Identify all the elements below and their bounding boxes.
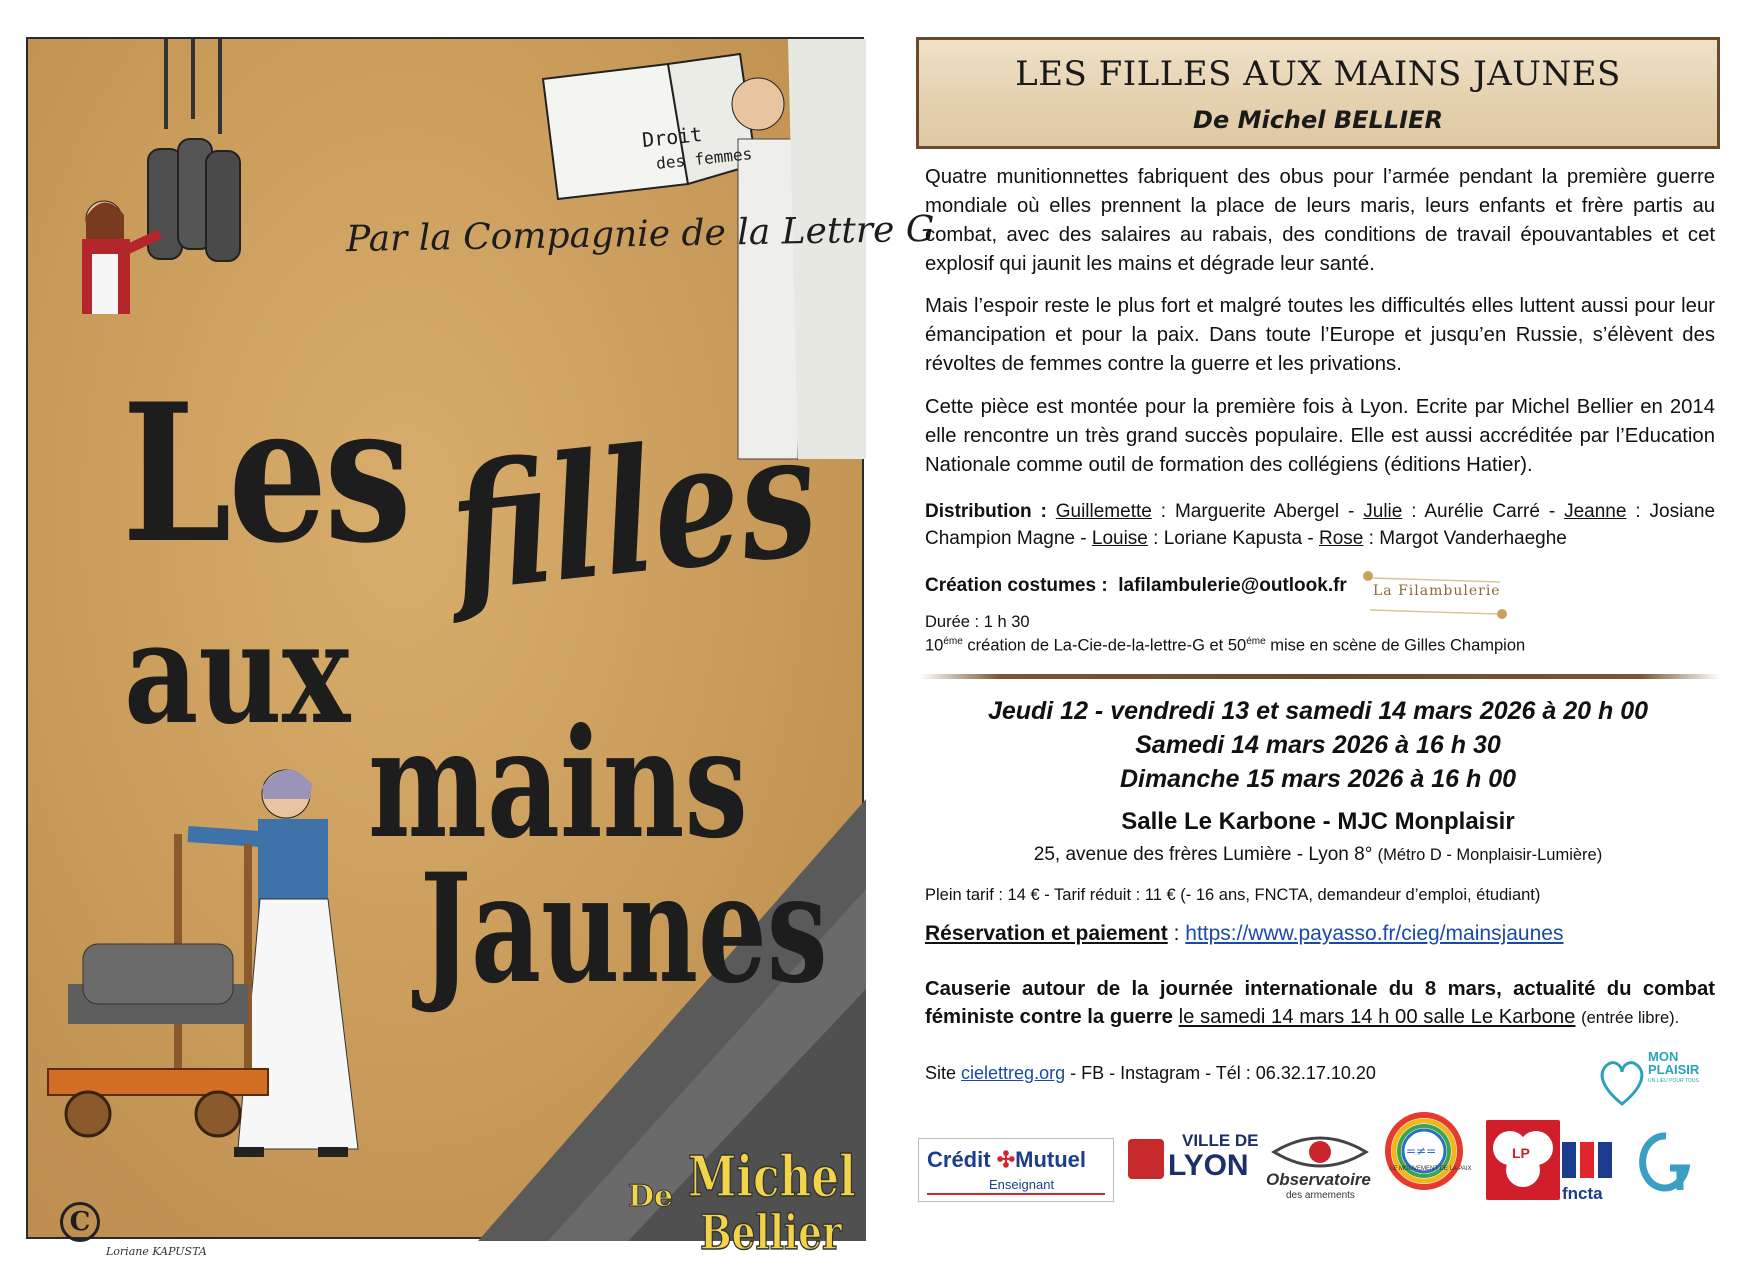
poster-title-word-4: mains	[368, 696, 748, 872]
title-banner	[916, 37, 1720, 149]
credit-mutuel-logo	[918, 1138, 1114, 1202]
lp-logo-text: LP	[1512, 1145, 1530, 1161]
costumes-email: lafilambulerie@outlook.fr	[1118, 575, 1347, 596]
cg-mark-icon	[1636, 1128, 1696, 1198]
venue-name: Salle Le Karbone - MJC Monplaisir	[1121, 808, 1515, 835]
role-name: Jeanne	[1564, 501, 1627, 522]
role-name: Guillemette	[1055, 501, 1152, 522]
performance-date-3: Dimanche 15 mars 2026 à 16 h 00	[1119, 765, 1517, 793]
section-divider	[920, 674, 1720, 679]
lp-logo	[1486, 1120, 1560, 1200]
play-author: De Michel BELLIER	[1193, 106, 1443, 134]
cart-drawing	[48, 834, 268, 1136]
newspaper-headline-2: des femmes	[655, 144, 754, 173]
actor-name: Margot Vanderhaeghe	[1379, 528, 1567, 549]
synopsis-paragraph-3: Cette pièce est montée pour la première fois à Lyon. Ecrite par Michel Bellier en 2014 elle rencontre un très grand succès populaire. Elle est aussi accréditée par l’Education Nationale comme outil de formation des collégiens (éditions Hatier).	[925, 396, 1715, 476]
monplaisir-logo	[1596, 1046, 1722, 1116]
performance-date-1: Jeudi 12 - vendredi 13 et samedi 14 mars 2026 à 20 h 00	[987, 697, 1649, 725]
causerie-note: (entrée libre).	[1581, 1009, 1680, 1027]
illustrator-signature: Loriane KAPUSTA	[106, 1245, 207, 1258]
hanging-shells-drawing	[148, 39, 240, 261]
lyon-logo-line1: VILLE DE	[1182, 1131, 1259, 1150]
costumes-credit	[925, 575, 1347, 597]
observatoire-logo-line1: Observatoire	[1266, 1170, 1371, 1189]
causerie-announcement	[925, 975, 1715, 1032]
pricing: Plein tarif : 14 € - Tarif réduit : 11 € (- 16 ans, FNCTA, demandeur d’emploi, étudiant)	[925, 886, 1541, 904]
poster-title-word-3: aux	[124, 592, 351, 756]
lyon-logo-line2: LYON	[1168, 1149, 1249, 1182]
copyright-icon: C	[60, 1202, 100, 1242]
poster-author-first: Michel	[688, 1144, 856, 1210]
site-link[interactable]: cielettreg.org	[961, 1063, 1066, 1083]
monplaisir-logo-text: MON PLAISIR	[1648, 1049, 1700, 1077]
observatoire-logo	[1266, 1130, 1386, 1210]
credit-mutuel-name: Crédit ✣Mutuel	[927, 1147, 1087, 1172]
costumes-label: Création costumes :	[925, 575, 1108, 596]
role-name: Rose	[1319, 528, 1364, 549]
newspaper-headline-1: Droit	[640, 121, 704, 153]
venue-address-line	[916, 844, 1720, 866]
synopsis-paragraph-1: Quatre munitionnettes fabriquent des obus pour l’armée pendant la première guerre mondiale où elles prennent la place de leurs maris, leurs enfants et frère partis au combat, avec des salaires au rabais, des conditions de travail épouvantables et cet explosif qui jaunit les mains et dégrade leur santé.	[925, 166, 1715, 275]
actor-name: Aurélie Carré	[1424, 501, 1540, 522]
monplaisir-heart-icon	[1596, 1052, 1648, 1112]
actor-name: Loriane Kapusta	[1163, 528, 1303, 549]
duration: Durée : 1 h 30	[925, 613, 1030, 631]
reservation-link[interactable]: https://www.payasso.fr/cieg/mainsjaunes	[1185, 922, 1564, 945]
role-name: Louise	[1091, 528, 1148, 549]
fncta-logo	[1560, 1140, 1616, 1206]
credit-mutuel-bar	[927, 1193, 1105, 1195]
venue-address: 25, avenue des frères Lumière - Lyon 8°	[1033, 844, 1373, 865]
causerie-title: Causerie autour de la journée internationale du 8 mars, actualité du combat féministe contre la guerre	[925, 978, 1715, 1028]
poster-author-prefix: De	[628, 1179, 674, 1214]
observatoire-logo-line2: des armements	[1286, 1190, 1355, 1201]
fncta-mark-icon	[1560, 1140, 1614, 1184]
monplaisir-logo-sub: UN LIEU POUR TOUS	[1648, 1078, 1699, 1084]
poster-author-last: Bellier	[700, 1205, 842, 1261]
reservation-label: Réservation et paiement	[925, 922, 1168, 945]
causerie-when: le samedi 14 mars 14 h 00 salle Le Karbone	[1178, 1006, 1576, 1028]
distribution: Distribution : Guillemette : Marguerite Abergel - Julie : Aurélie Carré - Jeanne : Josiane Champion Magne - Louise : Loriane Kapusta - Rose : Margot Vanderhaeghe	[925, 501, 1716, 549]
creation-info: $10^{éme}$ création de La-Cie-de-la-lettre-G et $50^{éme}$ mise en scène de Gilles Champion	[925, 636, 1526, 655]
play-title: LES FILLES AUX MAINS JAUNES	[1015, 54, 1621, 94]
credit-mutuel-sub: Enseignant	[989, 1177, 1055, 1192]
reservation-line: Réservation et paiement : https://www.payasso.fr/cieg/mainsjaunes	[925, 922, 1564, 945]
role-name: Julie	[1363, 501, 1403, 522]
paix-logo-text: LE MOUVEMENT DE LA PAIX	[1390, 1166, 1472, 1172]
lyon-lion-icon	[1128, 1139, 1164, 1179]
mouvement-paix-logo	[1378, 1110, 1474, 1196]
poster-illustration	[26, 37, 935, 1261]
compagnie-g-logo	[1636, 1128, 1696, 1198]
actor-name: Josiane Champion Magne	[925, 501, 1716, 549]
venue-metro: (Métro D - Monplaisir-Lumière)	[1377, 846, 1603, 864]
poster-company: Par la Compagnie de la Lettre G	[345, 208, 935, 261]
rainbow-ring-icon	[1378, 1110, 1470, 1192]
poster-title-word-5: Jaunes	[420, 841, 828, 1017]
synopsis-paragraph-2: Mais l’espoir reste le plus fort et malgré toutes les difficultés elles luttent aussi pour leur émancipation et pour la paix. Dans toute l’Europe et jusqu’en Russie, s’élèvent des révoltes de femmes contre la guerre et les privations.	[925, 295, 1715, 375]
actor-name: Marguerite Abergel	[1174, 501, 1340, 522]
poster-title-word-2: filles	[441, 393, 826, 631]
fncta-logo-text: fncta	[1562, 1184, 1603, 1203]
poster-title-word-1: Les	[122, 362, 409, 585]
svg-text:=≠=: =≠=	[1406, 1144, 1437, 1158]
ville-de-lyon-logo	[1122, 1125, 1259, 1193]
distribution-label: Distribution :	[925, 501, 1047, 522]
performance-date-2: Samedi 14 mars 2026 à 16 h 30	[1135, 731, 1501, 759]
eye-icon	[1270, 1130, 1370, 1174]
contact-line: Site cielettreg.org - FB - Instagram - Tél : 06.32.17.10.20	[925, 1063, 1376, 1083]
filambulerie-logo-text: La Filambulerie	[1373, 583, 1501, 599]
